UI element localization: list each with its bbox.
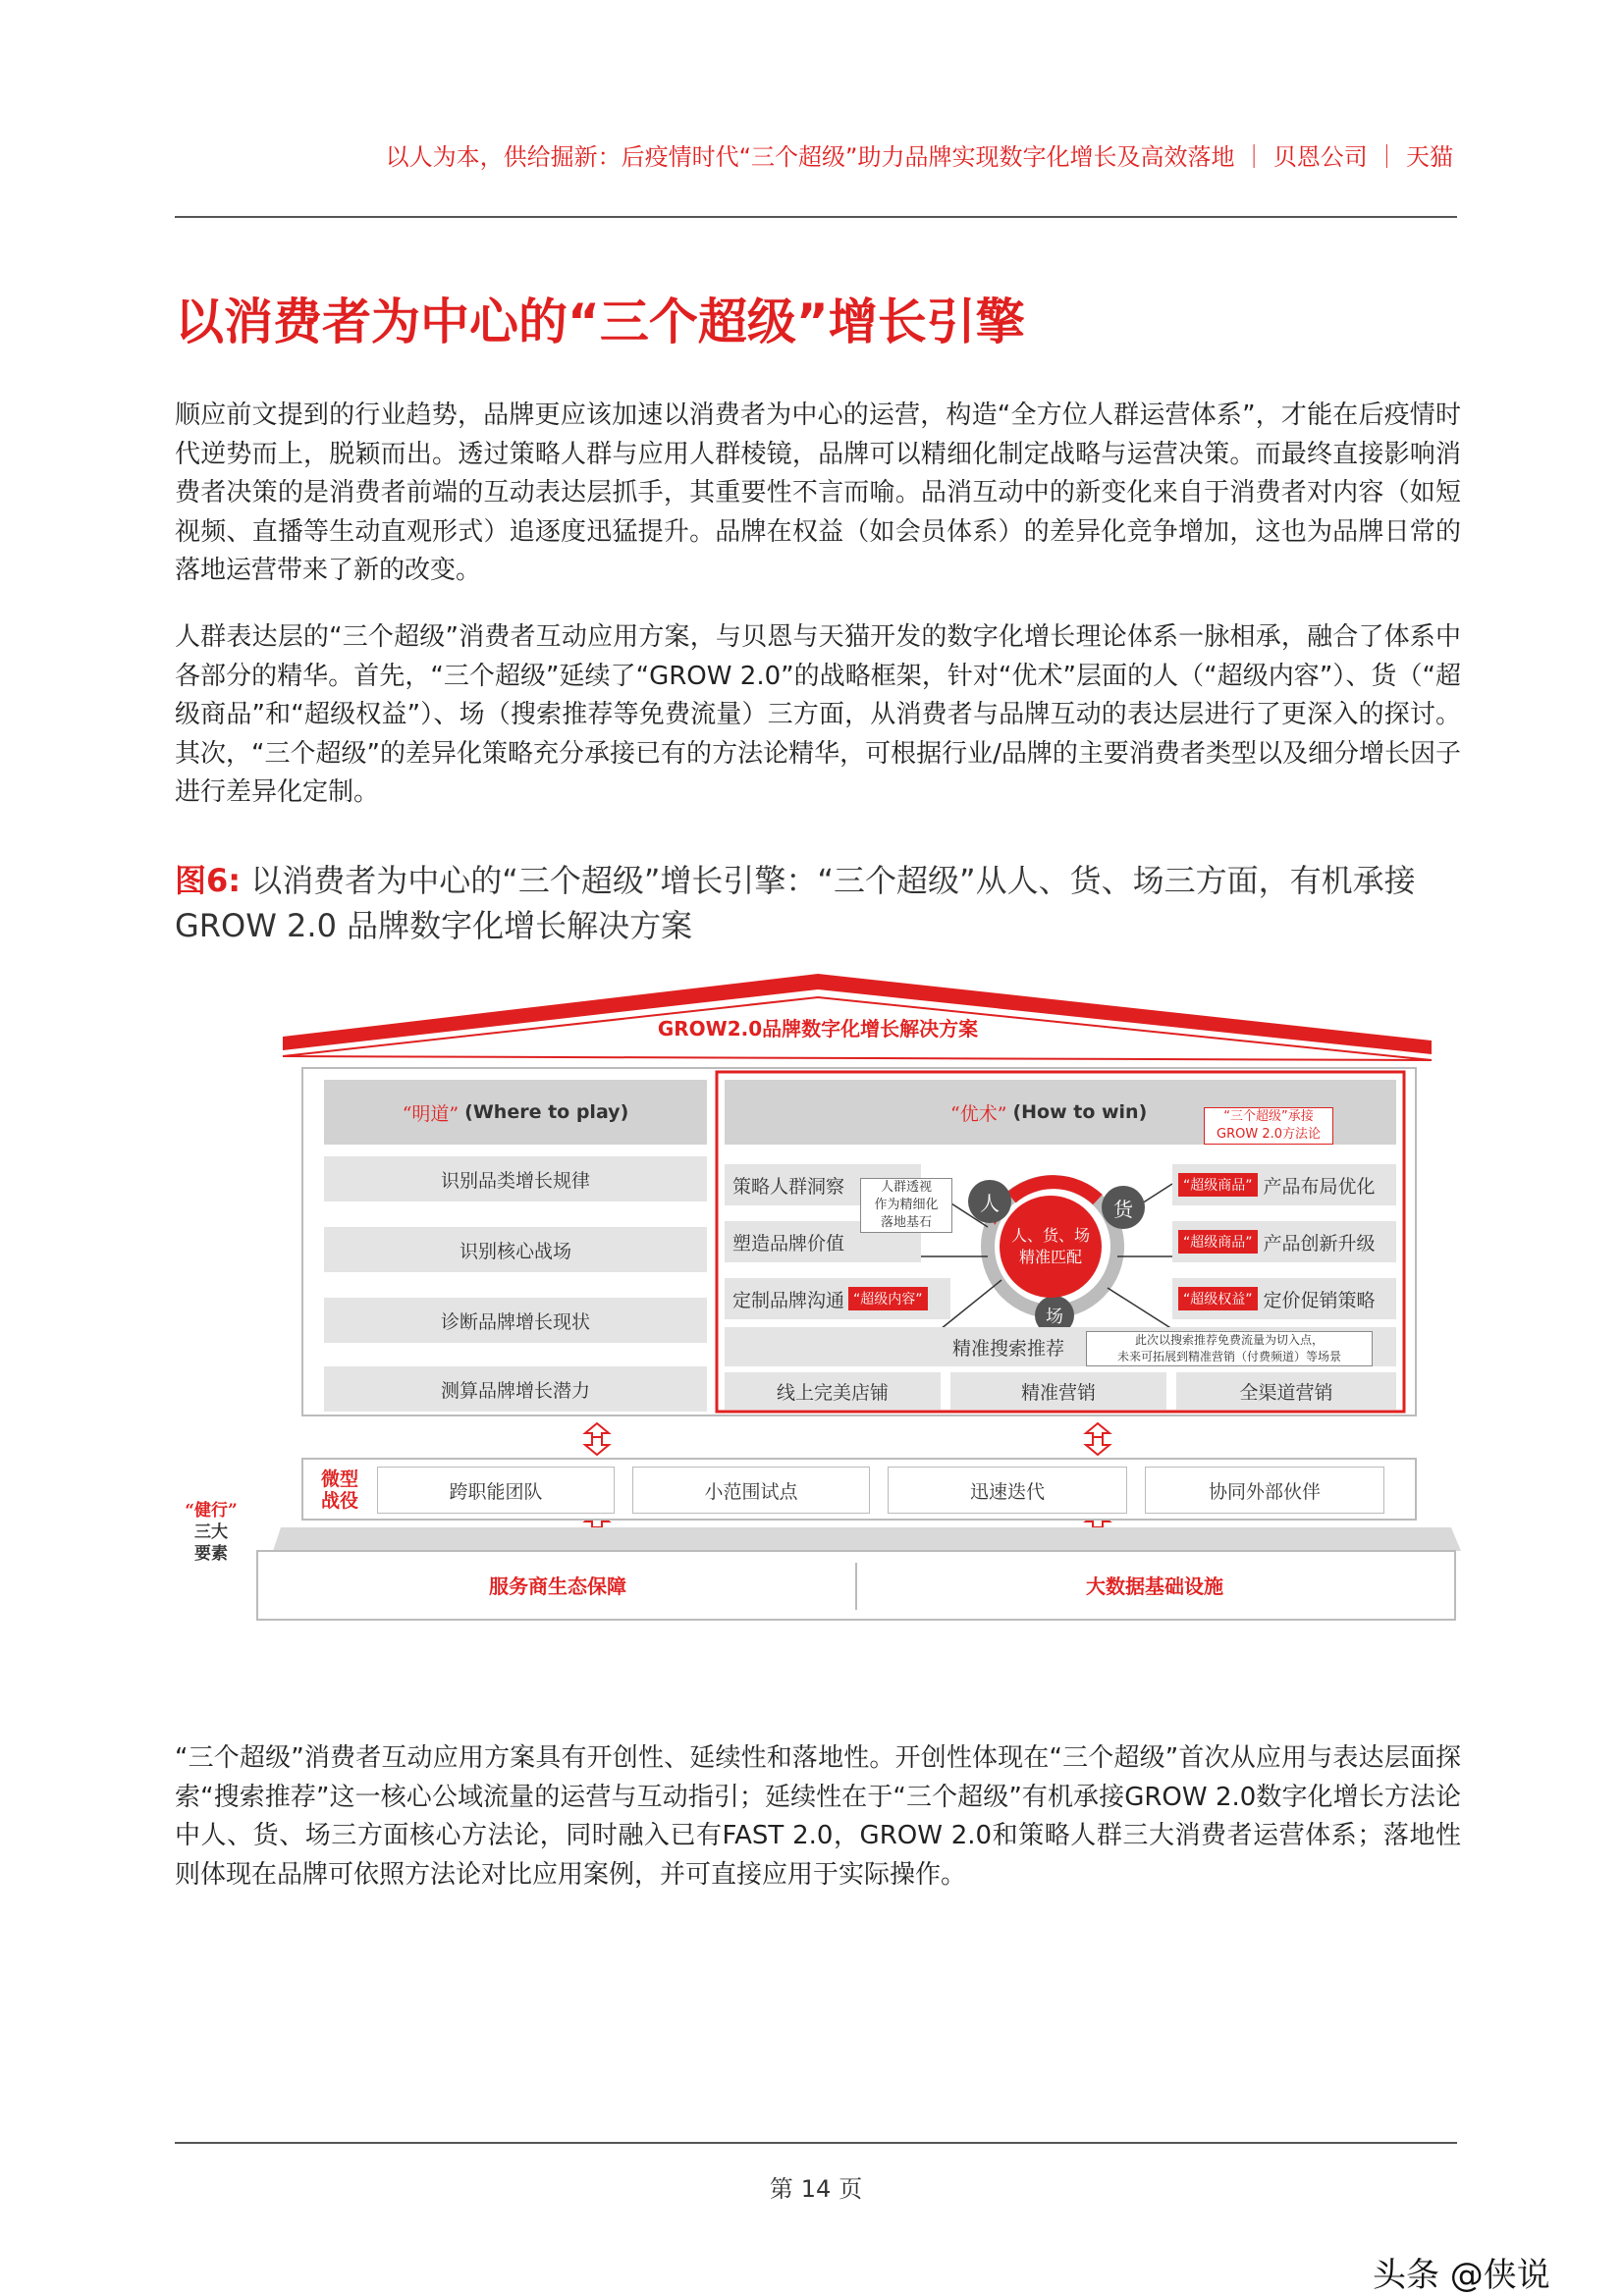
page-number [175,2169,1457,2204]
micro-label-line: 战役 [320,1490,358,1512]
page-suffix: 页 [839,2175,863,2203]
page-number-value: 14 [800,2175,832,2203]
watermark: 头条 @侠说 [1373,2256,1550,2295]
callout-line: 作为精细化 [874,1198,939,1212]
jianxing-quote: “健行” [185,1501,238,1521]
roof-title: GROW2.0品牌数字化增长解决方案 [657,1016,979,1041]
super-goods-tag: “超级商品” [1178,1173,1258,1197]
mingdao-quote: “明道” [402,1102,460,1125]
foundation-slab [273,1527,1461,1551]
arrow-down-2 [1086,1437,1109,1455]
ring-center [1000,1196,1102,1298]
ring-center-line: 人、货、场 [1010,1226,1090,1245]
search-callout [1086,1331,1373,1366]
youshu-bottom-item: 线上完美店铺 [725,1372,941,1410]
youshu-bottom-item: 全渠道营销 [1176,1372,1396,1410]
youshu-en: (How to win) [1012,1101,1148,1123]
ring-center-line: 精准匹配 [1018,1248,1082,1266]
jianxing-line: 要素 [194,1544,228,1564]
ring-node-goods: 货 [1102,1186,1145,1229]
figure-label: 图6: [175,862,242,899]
search-label: 精准搜索推荐 [952,1337,1065,1360]
youshu-right-item [1172,1221,1396,1262]
figure-caption-text: 以消费者为中心的“三个超级”增长引擎：“三个超级”从人、货、场三方面，有机承接GROW 2.0 品牌数字化增长解决方案 [175,862,1416,944]
jianxing-line: 三大 [194,1522,228,1542]
youshu-left-item-with-tag [725,1278,950,1319]
running-header: 以人为本，供给掘新：后疫情时代“三个超级”助力品牌实现数字化增长及高效落地 ｜ 贝恩公司 ｜ 天猫 [385,143,1453,171]
method-badge [1204,1107,1333,1145]
left-item-label: 定制品牌沟通 [732,1289,845,1311]
right-item-label: 产品创新升级 [1263,1232,1376,1255]
micro-item: 小范围试点 [632,1467,870,1514]
arrow-down-1 [585,1437,609,1455]
micro-item: 跨职能团队 [377,1467,615,1514]
header-divider [175,216,1457,218]
method-badge-line: “三个超级”承接 [1223,1109,1314,1124]
callout-line: 此次以搜索推荐免费流量为切入点， [1134,1333,1324,1347]
mingdao-item: 识别品类增长规律 [324,1156,707,1201]
footer-divider [175,2142,1457,2144]
page-prefix: 第 [769,2175,793,2203]
mingdao-header [324,1080,707,1145]
callout-line: 未来可拓展到精准营销（付费频道）等场景 [1116,1350,1341,1363]
method-badge-line: GROW 2.0方法论 [1217,1127,1321,1142]
youshu-left-item: 塑造品牌价值 [725,1221,921,1262]
foundation-left: 服务商生态保障 [489,1574,626,1598]
micro-label [310,1467,369,1514]
youshu-right-item [1172,1278,1396,1319]
youshu-bottom-item: 精准营销 [950,1372,1166,1410]
mingdao-item: 测算品牌增长潜力 [324,1366,707,1412]
paragraph-1: 顺应前文提到的行业趋势，品牌更应该加速以消费者为中心的运营，构造“全方位人群运营体系”，才能在后疫情时代逆势而上，脱颖而出。透过策略人群与应用人群棱镜，品牌可以精细化制定战略与运营决策。而最终直接影响消费者决策的是消费者前端的互动表达层抓手，其重要性不言而喻。品消互动中的新变化来自于消费者对内容（如短视频、直播等生动直观形式）追逐度迅猛提升。品牌在权益（如会员体系）的差异化竞争增加，这也为品牌日常的落地运营带来了新的改变。 [175,400,1461,585]
micro-label-line: 微型 [320,1468,358,1490]
foundation-right: 大数据基础设施 [1086,1574,1223,1598]
ring-node-people: 人 [968,1180,1011,1223]
growth-engine-diagram [175,962,1461,1649]
super-rights-tag: “超级权益” [1178,1287,1258,1310]
super-content-tag: “超级内容” [848,1287,928,1310]
mingdao-en: (Where to play) [464,1101,629,1123]
micro-item: 协同外部伙伴 [1145,1467,1384,1514]
jianxing-label [175,1494,247,1571]
paragraph-3: “三个超级”消费者互动应用方案具有开创性、延续性和落地性。开创性体现在“三个超级”首次从应用与表达层面探索“搜索推荐”这一核心公域流量的运营与互动指引；延续性在于“三个超级”有机承接GROW 2.0数字化增长方法论中人、货、场三方面核心方法论，同时融入已有FAST 2.0，GROW 2.0和策略人群三大消费者运营体系；落地性则体现在品牌可依照方法论对比应用案例，并可直接应用于实际操作。 [175,1743,1461,1890]
ring-node-place: 场 [1035,1296,1074,1335]
mingdao-item: 诊断品牌增长现状 [324,1298,707,1343]
youshu-right-item [1172,1164,1396,1205]
page-title: 以消费者为中心的“三个超级”增长引擎 [175,294,1025,350]
youshu-left-item: 策略人群洞察 [725,1164,921,1205]
right-item-label: 定价促销策略 [1263,1289,1376,1311]
right-item-label: 产品布局优化 [1263,1175,1376,1198]
youshu-quote: “优术” [950,1102,1007,1125]
callout-line: 人群透视 [880,1180,932,1195]
super-goods-tag: “超级商品” [1178,1230,1258,1254]
people-callout [860,1178,952,1233]
micro-item: 迅速迭代 [888,1467,1127,1514]
mingdao-item: 识别核心战场 [324,1227,707,1272]
callout-line: 落地基石 [880,1215,932,1230]
figure-caption [175,858,1451,948]
paragraph-2: 人群表达层的“三个超级”消费者互动应用方案，与贝恩与天猫开发的数字化增长理论体系一脉相承，融合了体系中各部分的精华。首先，“三个超级”延续了“GROW 2.0”的战略框架，针对“优术”层面的人（“超级内容”）、货（“超级商品”和“超级权益”）、场（搜索推荐等免费流量）三方面，从消费者与品牌互动的表达层进行了更深入的探讨。其次，“三个超级”的差异化策略充分承接已有的方法论精华，可根据行业/品牌的主要消费者类型以及细分增长因子进行差异化定制。 [175,622,1461,807]
